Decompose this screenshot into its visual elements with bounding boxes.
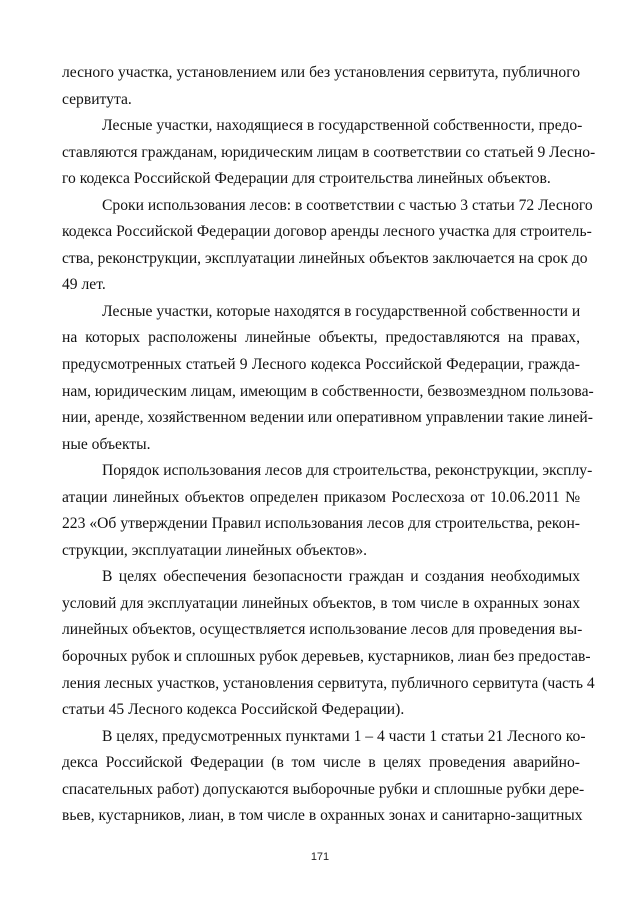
text-line: 223 «Об утверждении Правил использования лесов для строительства, рекон- <box>62 515 580 533</box>
text-line: Порядок использования лесов для строительства, реконструкции, эксплу- <box>102 462 593 480</box>
text-line: го кодекса Российской Федерации для строительства линейных объектов. <box>62 170 551 188</box>
text-line: ные объекты. <box>62 435 151 453</box>
text-line: условий для эксплуатации линейных объектов, в том числе в охранных зонах <box>62 594 580 612</box>
page-number: 171 <box>310 851 330 863</box>
text-line: ления лесных участков, установления сервитута, публичного сервитута (часть 4 <box>62 674 595 692</box>
text-line: В целях обеспечения безопасности граждан и создания необходимых <box>102 568 580 586</box>
text-line: В целях, предусмотренных пунктами 1 – 4 части 1 статьи 21 Лесного ко- <box>102 727 586 745</box>
text-line: вьев, кустарников, лиан, в том числе в охранных зонах и санитарно-защитных <box>62 807 583 825</box>
text-line: статьи 45 Лесного кодекса Российской Федерации). <box>62 701 405 719</box>
text-line: Сроки использования лесов: в соответствии с частью 3 статьи 72 Лесного <box>102 196 593 214</box>
text-line: ства, реконструкции, эксплуатации линейных объектов заключается на срок до <box>62 249 588 267</box>
text-line: лесного участка, установлением или без установления сервитута, публичного <box>62 64 580 81</box>
text-line: атации линейных объектов определен приказом Рослесхоза от 10.06.2011 № <box>62 488 580 506</box>
text-line: декса Российской Федерации (в том числе в целях проведения аварийно- <box>62 754 580 772</box>
text-line: кодекса Российской Федерации договор аренды лесного участка для строитель- <box>62 223 592 241</box>
text-line: нам, юридическим лицам, имеющим в собственности, безвозмездном пользова- <box>62 382 594 400</box>
text-line: борочных рубок и сплошных рубок деревьев, кустарников, лиан без предостав- <box>62 648 591 666</box>
text-line: Лесные участки, находящиеся в государственной собственности, предо- <box>102 117 583 135</box>
text-line: сервитута. <box>62 90 132 108</box>
text-line: предусмотренных статьей 9 Лесного кодекса Российской Федерации, гражда- <box>62 356 580 374</box>
text-line: Лесные участки, которые находятся в государственной собственности и <box>102 302 581 320</box>
text-line: нии, аренде, хозяйственном ведении или оперативном управлении такие линей- <box>62 409 593 427</box>
text-line: 49 лет. <box>62 276 106 294</box>
text-line: струкции, эксплуатации линейных объектов». <box>62 541 368 559</box>
text-line: ставляются гражданам, юридическим лицам в соответствии со статьей 9 Лесно- <box>62 143 596 161</box>
text-line: спасательных работ) допускаются выборочные рубки и сплошные рубки дере- <box>62 780 585 798</box>
text-line: на которых расположены линейные объекты, предоставляются на правах, <box>62 329 580 347</box>
body-text <box>62 60 596 830</box>
text-line: линейных объектов, осуществляется использование лесов для проведения вы- <box>62 621 583 639</box>
